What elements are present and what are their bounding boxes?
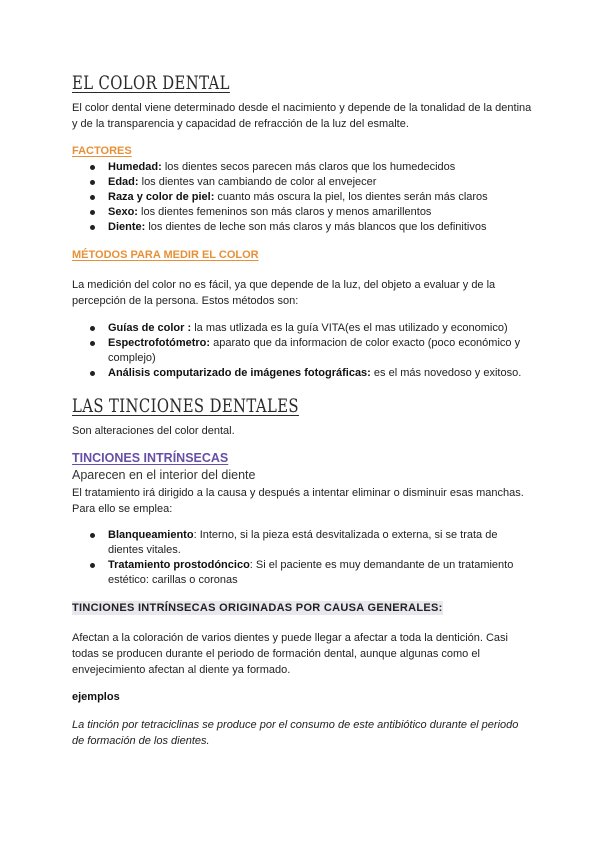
factores-list (72, 160, 532, 235)
section-title-color-dental: EL COLOR DENTAL (72, 72, 230, 94)
list-item-text: los dientes femeninos son más claros y menos amarillentos (137, 206, 432, 218)
list-item-text: los dientes van cambiando de color al envejecer (138, 176, 377, 188)
list-item-term: Análisis computarizado de imágenes fotográficas: (108, 367, 371, 379)
generales-heading: TINCIONES INTRÍNSECAS ORIGINADAS POR CAUSA GENERALES: (72, 602, 443, 614)
list-item-term: Guías de color : (108, 322, 192, 334)
list-item-term: Raza y color de piel: (108, 191, 215, 203)
list-item (72, 160, 532, 175)
list-item-term: Espectrofotómetro: (108, 337, 211, 349)
list-item-text: cuanto más oscura la piel, los dientes serán más claros (214, 191, 488, 203)
metodos-heading: MÉTODOS PARA MEDIR EL COLOR (72, 249, 259, 261)
generales-text: Afectan a la coloración de varios dientes y puede llegar a afectar a toda la dentición. Casi todas se producen durante el periodo de formación dental, aunque algunas como el envejecimiento afectan al diente ya formado. (72, 632, 508, 676)
list-item-text: es el más novedoso y exitoso. (370, 367, 522, 379)
ejemplo-text: La tinción por tetraciclinas se produce por el consumo de este antibiótico durante el periodo de formación de los dientes. (72, 719, 519, 747)
list-item (72, 175, 532, 190)
list-item-term: Edad: (108, 176, 139, 188)
list-item-text: aparato que da informacion de color exacto (poco económico y complejo) (108, 337, 521, 364)
section-title-tinciones: LAS TINCIONES DENTALES (72, 395, 299, 417)
list-item-text: los dientes secos parecen más claros que los humedecidos (161, 161, 456, 173)
list-item-term: Tratamiento prostodóncico (108, 559, 250, 571)
list-item-term: Humedad: (108, 161, 162, 173)
list-item (72, 220, 532, 235)
intrinsecas-heading: TINCIONES INTRÍNSECAS (72, 451, 229, 465)
list-item (72, 528, 532, 558)
intrinsecas-text: El tratamiento irá dirigido a la causa y después a intentar eliminar o disminuir esas manchas. Para ello se emplea: (72, 487, 524, 515)
list-item-term: Blanqueamiento (108, 529, 194, 541)
factores-heading: FACTORES (72, 145, 132, 157)
tinciones-intro: Son alteraciones del color dental. (72, 425, 235, 437)
list-item (72, 366, 532, 381)
list-item (72, 336, 532, 366)
list-item-term: Diente: (108, 221, 146, 233)
metodos-intro: La medición del color no es fácil, ya que depende de la luz, del objeto a evaluar y de la percepción de la persona. Estos métodos son: (72, 279, 496, 307)
color-dental-intro: El color dental viene determinado desde el nacimiento y depende de la tonalidad de la dentina y de la transparencia y capacidad de refracción de la luz del esmalte. (72, 102, 532, 130)
metodos-list (72, 321, 532, 381)
list-item (72, 190, 532, 205)
ejemplos-label-text: ejemplos (72, 691, 120, 703)
ejemplos-label (72, 689, 532, 705)
list-item-text: : Si el paciente es muy demandante de un tratamiento estético: carillas o coronas (108, 559, 514, 586)
list-item-text: : Interno, si la pieza está desvitalizada o externa, si se trata de dientes vitales. (108, 529, 498, 556)
list-item (72, 205, 532, 220)
list-item-text: los dientes de leche son más claros y más blancos que los definitivos (145, 221, 487, 233)
intrinsecas-subtitle: Aparecen en el interior del diente (72, 468, 256, 482)
list-item (72, 558, 532, 588)
tratamientos-list (72, 528, 532, 588)
list-item-term: Sexo: (108, 206, 138, 218)
list-item (72, 321, 532, 336)
list-item-text: la mas utlizada es la guía VITA(es el mas utilizado y economico) (191, 322, 508, 334)
